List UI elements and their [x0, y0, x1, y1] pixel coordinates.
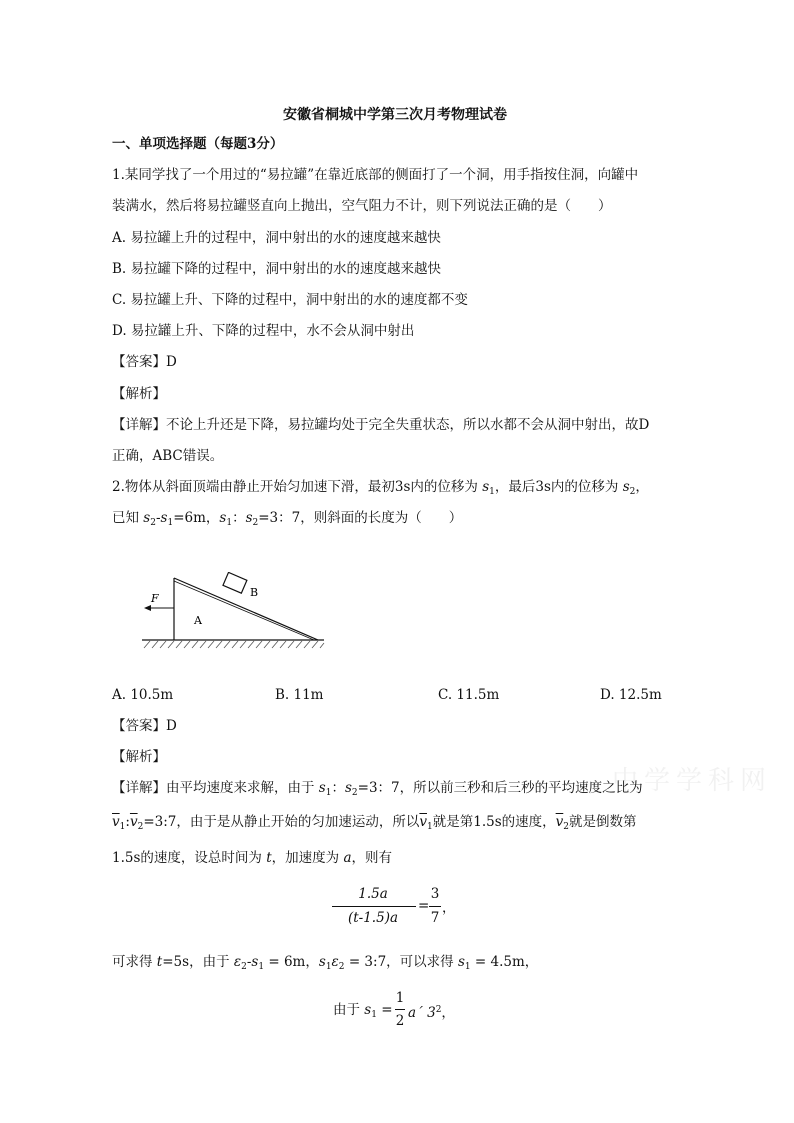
q1-detail-line1	[112, 415, 649, 435]
watermark: 中学学科网	[612, 766, 773, 796]
q1-detail-line2: 正确，ABC错误。	[112, 448, 224, 464]
q2-detail-line2: $\overline{v}_1:\overline{v}_2=3:7$，由于是从静止开始的匀加速运动，所以$\overline{v}_1$就是第1.5s的速度，$\overline{v}_2$就是倒数第	[112, 814, 637, 832]
q1-analysis: 【解析】	[112, 386, 166, 402]
detail-tag: 【详解】	[112, 417, 166, 433]
q1-answer: 【答案】D	[112, 354, 177, 370]
q1-stem-line1: 1.某同学找了一个用过的“易拉罐”在靠近底部的侧面打了一个洞，用手指按住洞，向罐中	[112, 167, 639, 183]
q1-option-c: C. 易拉罐上升、下降的过程中，洞中射出的水的速度都不变	[112, 292, 468, 308]
q2-option-c: C. 11.5m	[438, 687, 500, 703]
q2-option-a: A. 10.5m	[112, 687, 174, 703]
detail-text: 不论上升还是下降，易拉罐均处于完全失重状态，所以水都不会从洞中射出，故D	[166, 417, 650, 433]
q1-option-a: A. 易拉罐上升的过程中，洞中射出的水的速度越来越快	[112, 230, 441, 246]
half-numerator: 1	[395, 990, 405, 1006]
incline-inner-edge	[174, 581, 314, 640]
q2-stem-line1: 2.物体从斜面顶端由静止开始匀加速下滑，最初3s内的位移为 $s_1$，最后3s内的位移为 $s_2$，	[112, 479, 649, 497]
half-bar	[395, 1009, 405, 1010]
fraction2-bar	[429, 906, 441, 907]
q2-analysis: 【解析】	[112, 749, 166, 765]
fraction-numerator: 1.5a	[358, 886, 388, 902]
q2-detail-line3: 1.5s的速度，设总时间为 t，加速度为 a，则有	[112, 850, 392, 866]
equation-comma: ，	[442, 900, 456, 916]
q2-option-d: D. 12.5m	[600, 687, 662, 703]
q1-option-d: D. 易拉罐上升、下降的过程中，水不会从洞中射出	[112, 323, 415, 339]
half-denominator: 2	[395, 1013, 405, 1029]
section-heading: 一、单项选择题（每题3分）	[112, 136, 284, 152]
q2-detail-line1: 【详解】由平均速度来求解，由于 $s_1$：$s_2=3$：7，所以前三秒和后三秒的平均速度之比为	[112, 780, 643, 798]
force-label: F	[151, 592, 159, 605]
equation-prefix: 由于 $s_1$ =	[333, 1002, 393, 1020]
block-b	[223, 572, 247, 593]
equation-suffix: a´ $3^2$，	[408, 1005, 455, 1021]
q1-option-b: B. 易拉罐下降的过程中，洞中射出的水的速度越来越快	[112, 261, 442, 277]
q1-stem-line2: 装满水，然后将易拉罐竖直向上抛出，空气阻力不计，则下列说法正确的是（ ）	[112, 198, 612, 214]
block-b-label: B	[250, 586, 259, 599]
block-a-label: A	[194, 614, 202, 627]
incline-surface	[174, 578, 318, 640]
page-title: 安徽省桐城中学第三次月考物理试卷	[283, 107, 507, 123]
fraction2-denominator: 7	[430, 910, 440, 926]
incline-diagram	[138, 572, 328, 662]
ground-hatching	[144, 641, 324, 648]
q2-option-b: B. 11m	[275, 687, 324, 703]
fraction-bar	[332, 906, 416, 907]
q2-detail-line5: 可求得 t=5s，由于 $\varepsilon_2-s_1 = 6m$，$s_1\varepsilon_2$ = 3:7，可以求得 $s_1 = 4.5m$，	[112, 954, 539, 972]
q2-answer: 【答案】D	[112, 718, 177, 734]
equals-sign: =	[418, 898, 430, 914]
force-arrow-head	[144, 605, 151, 611]
q2-stem-line2: 已知 $s_2-s_1=6m$，$s_1$：$s_2=3$：7，则斜面的长度为（ ）	[112, 510, 463, 528]
fraction2-numerator: 3	[430, 886, 440, 902]
fraction-denominator: (t-1.5)a	[347, 910, 399, 926]
